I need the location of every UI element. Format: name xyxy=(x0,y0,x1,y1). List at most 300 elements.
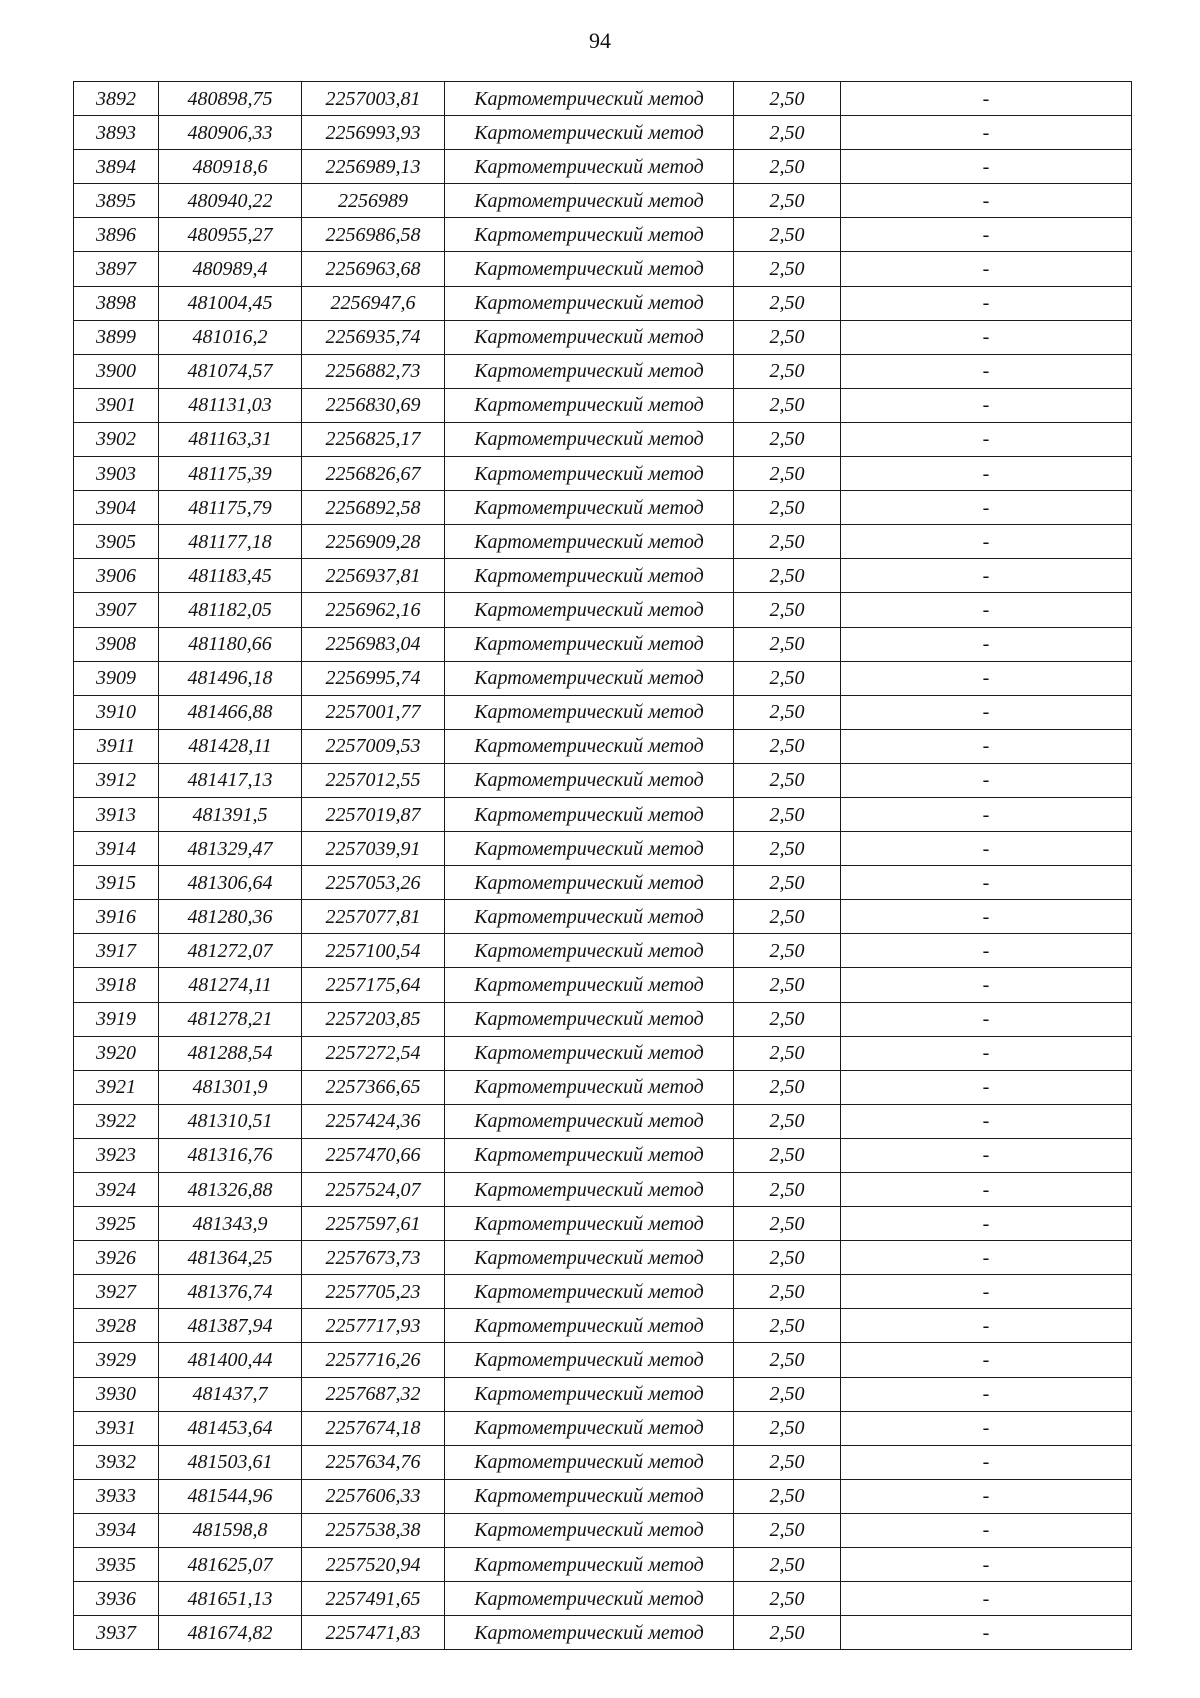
x-coordinate-cell: 480940,22 xyxy=(159,184,302,218)
accuracy-cell: 2,50 xyxy=(734,1002,841,1036)
point-number-cell: 3910 xyxy=(74,695,159,729)
note-cell: - xyxy=(841,1411,1132,1445)
x-coordinate-cell: 481391,5 xyxy=(159,797,302,831)
x-coordinate-cell: 481016,2 xyxy=(159,320,302,354)
y-coordinate-cell: 2257597,61 xyxy=(302,1207,445,1241)
note-cell: - xyxy=(841,1479,1132,1513)
table-row xyxy=(74,150,1132,184)
table-row xyxy=(74,525,1132,559)
accuracy-cell: 2,50 xyxy=(734,218,841,252)
method-cell: Картометрический метод xyxy=(445,1207,734,1241)
method-cell: Картометрический метод xyxy=(445,1309,734,1343)
point-number-cell: 3920 xyxy=(74,1036,159,1070)
y-coordinate-cell: 2256989 xyxy=(302,184,445,218)
method-cell: Картометрический метод xyxy=(445,218,734,252)
y-coordinate-cell: 2257424,36 xyxy=(302,1104,445,1138)
y-coordinate-cell: 2256993,93 xyxy=(302,116,445,150)
table-row xyxy=(74,729,1132,763)
accuracy-cell: 2,50 xyxy=(734,559,841,593)
y-coordinate-cell: 2257003,81 xyxy=(302,82,445,116)
point-number-cell: 3930 xyxy=(74,1377,159,1411)
point-number-cell: 3923 xyxy=(74,1138,159,1172)
x-coordinate-cell: 481074,57 xyxy=(159,354,302,388)
x-coordinate-cell: 481326,88 xyxy=(159,1173,302,1207)
x-coordinate-cell: 481598,8 xyxy=(159,1513,302,1547)
table-row xyxy=(74,866,1132,900)
point-number-cell: 3913 xyxy=(74,797,159,831)
method-cell: Картометрический метод xyxy=(445,934,734,968)
method-cell: Картометрический метод xyxy=(445,184,734,218)
note-cell: - xyxy=(841,184,1132,218)
x-coordinate-cell: 481310,51 xyxy=(159,1104,302,1138)
method-cell: Картометрический метод xyxy=(445,900,734,934)
accuracy-cell: 2,50 xyxy=(734,320,841,354)
method-cell: Картометрический метод xyxy=(445,1513,734,1547)
point-number-cell: 3935 xyxy=(74,1548,159,1582)
x-coordinate-cell: 481131,03 xyxy=(159,388,302,422)
accuracy-cell: 2,50 xyxy=(734,1036,841,1070)
method-cell: Картометрический метод xyxy=(445,1070,734,1104)
point-number-cell: 3914 xyxy=(74,832,159,866)
point-number-cell: 3903 xyxy=(74,457,159,491)
point-number-cell: 3936 xyxy=(74,1582,159,1616)
point-number-cell: 3907 xyxy=(74,593,159,627)
method-cell: Картометрический метод xyxy=(445,729,734,763)
y-coordinate-cell: 2256830,69 xyxy=(302,388,445,422)
x-coordinate-cell: 481428,11 xyxy=(159,729,302,763)
method-cell: Картометрический метод xyxy=(445,1104,734,1138)
note-cell: - xyxy=(841,934,1132,968)
point-number-cell: 3897 xyxy=(74,252,159,286)
y-coordinate-cell: 2257538,38 xyxy=(302,1513,445,1547)
y-coordinate-cell: 2257471,83 xyxy=(302,1616,445,1650)
x-coordinate-cell: 481182,05 xyxy=(159,593,302,627)
x-coordinate-cell: 481163,31 xyxy=(159,422,302,456)
y-coordinate-cell: 2256909,28 xyxy=(302,525,445,559)
point-number-cell: 3916 xyxy=(74,900,159,934)
method-cell: Картометрический метод xyxy=(445,593,734,627)
table-row xyxy=(74,218,1132,252)
note-cell: - xyxy=(841,422,1132,456)
table-row xyxy=(74,1036,1132,1070)
x-coordinate-cell: 481272,07 xyxy=(159,934,302,968)
accuracy-cell: 2,50 xyxy=(734,457,841,491)
note-cell: - xyxy=(841,1207,1132,1241)
y-coordinate-cell: 2257687,32 xyxy=(302,1377,445,1411)
x-coordinate-cell: 481466,88 xyxy=(159,695,302,729)
x-coordinate-cell: 481183,45 xyxy=(159,559,302,593)
method-cell: Картометрический метод xyxy=(445,320,734,354)
note-cell: - xyxy=(841,627,1132,661)
accuracy-cell: 2,50 xyxy=(734,593,841,627)
note-cell: - xyxy=(841,388,1132,422)
x-coordinate-cell: 481306,64 xyxy=(159,866,302,900)
table-row xyxy=(74,1582,1132,1616)
point-number-cell: 3899 xyxy=(74,320,159,354)
y-coordinate-cell: 2257203,85 xyxy=(302,1002,445,1036)
y-coordinate-cell: 2256989,13 xyxy=(302,150,445,184)
x-coordinate-cell: 480989,4 xyxy=(159,252,302,286)
table-row xyxy=(74,491,1132,525)
accuracy-cell: 2,50 xyxy=(734,1070,841,1104)
table-row xyxy=(74,82,1132,116)
table-row xyxy=(74,695,1132,729)
x-coordinate-cell: 481417,13 xyxy=(159,763,302,797)
table-row xyxy=(74,968,1132,1002)
x-coordinate-cell: 481503,61 xyxy=(159,1445,302,1479)
note-cell: - xyxy=(841,1241,1132,1275)
table-row xyxy=(74,1616,1132,1650)
note-cell: - xyxy=(841,1104,1132,1138)
y-coordinate-cell: 2256962,16 xyxy=(302,593,445,627)
accuracy-cell: 2,50 xyxy=(734,661,841,695)
method-cell: Картометрический метод xyxy=(445,763,734,797)
y-coordinate-cell: 2257012,55 xyxy=(302,763,445,797)
accuracy-cell: 2,50 xyxy=(734,150,841,184)
x-coordinate-cell: 480918,6 xyxy=(159,150,302,184)
x-coordinate-cell: 481280,36 xyxy=(159,900,302,934)
x-coordinate-cell: 481278,21 xyxy=(159,1002,302,1036)
accuracy-cell: 2,50 xyxy=(734,388,841,422)
note-cell: - xyxy=(841,1002,1132,1036)
table-row xyxy=(74,934,1132,968)
y-coordinate-cell: 2257520,94 xyxy=(302,1548,445,1582)
method-cell: Картометрический метод xyxy=(445,1241,734,1275)
method-cell: Картометрический метод xyxy=(445,1548,734,1582)
method-cell: Картометрический метод xyxy=(445,82,734,116)
point-number-cell: 3896 xyxy=(74,218,159,252)
point-number-cell: 3904 xyxy=(74,491,159,525)
note-cell: - xyxy=(841,354,1132,388)
accuracy-cell: 2,50 xyxy=(734,627,841,661)
table-row xyxy=(74,559,1132,593)
method-cell: Картометрический метод xyxy=(445,1377,734,1411)
accuracy-cell: 2,50 xyxy=(734,695,841,729)
x-coordinate-cell: 481175,39 xyxy=(159,457,302,491)
point-number-cell: 3934 xyxy=(74,1513,159,1547)
y-coordinate-cell: 2257053,26 xyxy=(302,866,445,900)
x-coordinate-cell: 481180,66 xyxy=(159,627,302,661)
note-cell: - xyxy=(841,1309,1132,1343)
table-row xyxy=(74,422,1132,456)
note-cell: - xyxy=(841,797,1132,831)
method-cell: Картометрический метод xyxy=(445,252,734,286)
x-coordinate-cell: 481175,79 xyxy=(159,491,302,525)
method-cell: Картометрический метод xyxy=(445,866,734,900)
method-cell: Картометрический метод xyxy=(445,797,734,831)
accuracy-cell: 2,50 xyxy=(734,491,841,525)
method-cell: Картометрический метод xyxy=(445,1138,734,1172)
coordinates-table xyxy=(73,81,1132,1650)
table-row xyxy=(74,184,1132,218)
point-number-cell: 3937 xyxy=(74,1616,159,1650)
table-row xyxy=(74,1138,1132,1172)
table-row xyxy=(74,354,1132,388)
table-row xyxy=(74,1309,1132,1343)
table-row xyxy=(74,797,1132,831)
table-row xyxy=(74,661,1132,695)
y-coordinate-cell: 2256983,04 xyxy=(302,627,445,661)
accuracy-cell: 2,50 xyxy=(734,82,841,116)
table-row xyxy=(74,320,1132,354)
accuracy-cell: 2,50 xyxy=(734,832,841,866)
note-cell: - xyxy=(841,729,1132,763)
y-coordinate-cell: 2256825,17 xyxy=(302,422,445,456)
note-cell: - xyxy=(841,1377,1132,1411)
note-cell: - xyxy=(841,1513,1132,1547)
y-coordinate-cell: 2257717,93 xyxy=(302,1309,445,1343)
table-row xyxy=(74,1173,1132,1207)
x-coordinate-cell: 481329,47 xyxy=(159,832,302,866)
note-cell: - xyxy=(841,1138,1132,1172)
note-cell: - xyxy=(841,1445,1132,1479)
point-number-cell: 3928 xyxy=(74,1309,159,1343)
accuracy-cell: 2,50 xyxy=(734,1207,841,1241)
method-cell: Картометрический метод xyxy=(445,661,734,695)
method-cell: Картометрический метод xyxy=(445,388,734,422)
method-cell: Картометрический метод xyxy=(445,354,734,388)
accuracy-cell: 2,50 xyxy=(734,934,841,968)
point-number-cell: 3908 xyxy=(74,627,159,661)
table-row xyxy=(74,457,1132,491)
y-coordinate-cell: 2257705,23 xyxy=(302,1275,445,1309)
table-row xyxy=(74,900,1132,934)
table-row xyxy=(74,1104,1132,1138)
y-coordinate-cell: 2257634,76 xyxy=(302,1445,445,1479)
accuracy-cell: 2,50 xyxy=(734,1104,841,1138)
method-cell: Картометрический метод xyxy=(445,695,734,729)
accuracy-cell: 2,50 xyxy=(734,1377,841,1411)
note-cell: - xyxy=(841,832,1132,866)
x-coordinate-cell: 481177,18 xyxy=(159,525,302,559)
accuracy-cell: 2,50 xyxy=(734,1343,841,1377)
accuracy-cell: 2,50 xyxy=(734,866,841,900)
y-coordinate-cell: 2257019,87 xyxy=(302,797,445,831)
accuracy-cell: 2,50 xyxy=(734,763,841,797)
method-cell: Картометрический метод xyxy=(445,1445,734,1479)
method-cell: Картометрический метод xyxy=(445,286,734,320)
table-row xyxy=(74,1445,1132,1479)
accuracy-cell: 2,50 xyxy=(734,968,841,1002)
accuracy-cell: 2,50 xyxy=(734,1275,841,1309)
point-number-cell: 3906 xyxy=(74,559,159,593)
point-number-cell: 3892 xyxy=(74,82,159,116)
x-coordinate-cell: 481376,74 xyxy=(159,1275,302,1309)
point-number-cell: 3902 xyxy=(74,422,159,456)
point-number-cell: 3915 xyxy=(74,866,159,900)
method-cell: Картометрический метод xyxy=(445,1275,734,1309)
note-cell: - xyxy=(841,82,1132,116)
table-row xyxy=(74,1241,1132,1275)
x-coordinate-cell: 481387,94 xyxy=(159,1309,302,1343)
method-cell: Картометрический метод xyxy=(445,1582,734,1616)
table-row xyxy=(74,1002,1132,1036)
accuracy-cell: 2,50 xyxy=(734,1138,841,1172)
y-coordinate-cell: 2257716,26 xyxy=(302,1343,445,1377)
point-number-cell: 3925 xyxy=(74,1207,159,1241)
note-cell: - xyxy=(841,218,1132,252)
accuracy-cell: 2,50 xyxy=(734,252,841,286)
note-cell: - xyxy=(841,968,1132,1002)
method-cell: Картометрический метод xyxy=(445,491,734,525)
y-coordinate-cell: 2256826,67 xyxy=(302,457,445,491)
point-number-cell: 3895 xyxy=(74,184,159,218)
y-coordinate-cell: 2256937,81 xyxy=(302,559,445,593)
y-coordinate-cell: 2257175,64 xyxy=(302,968,445,1002)
y-coordinate-cell: 2257470,66 xyxy=(302,1138,445,1172)
y-coordinate-cell: 2257606,33 xyxy=(302,1479,445,1513)
table-row xyxy=(74,832,1132,866)
note-cell: - xyxy=(841,1173,1132,1207)
x-coordinate-cell: 481400,44 xyxy=(159,1343,302,1377)
page-number: 94 xyxy=(589,28,611,53)
point-number-cell: 3919 xyxy=(74,1002,159,1036)
method-cell: Картометрический метод xyxy=(445,422,734,456)
table-row xyxy=(74,1377,1132,1411)
accuracy-cell: 2,50 xyxy=(734,1513,841,1547)
accuracy-cell: 2,50 xyxy=(734,1309,841,1343)
accuracy-cell: 2,50 xyxy=(734,116,841,150)
point-number-cell: 3933 xyxy=(74,1479,159,1513)
note-cell: - xyxy=(841,559,1132,593)
x-coordinate-cell: 481301,9 xyxy=(159,1070,302,1104)
x-coordinate-cell: 480906,33 xyxy=(159,116,302,150)
x-coordinate-cell: 481674,82 xyxy=(159,1616,302,1650)
accuracy-cell: 2,50 xyxy=(734,1582,841,1616)
y-coordinate-cell: 2257673,73 xyxy=(302,1241,445,1275)
method-cell: Картометрический метод xyxy=(445,1002,734,1036)
accuracy-cell: 2,50 xyxy=(734,729,841,763)
x-coordinate-cell: 481625,07 xyxy=(159,1548,302,1582)
y-coordinate-cell: 2257077,81 xyxy=(302,900,445,934)
point-number-cell: 3926 xyxy=(74,1241,159,1275)
coordinates-table-body xyxy=(74,82,1132,1650)
note-cell: - xyxy=(841,1343,1132,1377)
note-cell: - xyxy=(841,1070,1132,1104)
method-cell: Картометрический метод xyxy=(445,627,734,661)
note-cell: - xyxy=(841,1548,1132,1582)
table-row xyxy=(74,286,1132,320)
x-coordinate-cell: 481496,18 xyxy=(159,661,302,695)
y-coordinate-cell: 2256882,73 xyxy=(302,354,445,388)
accuracy-cell: 2,50 xyxy=(734,1445,841,1479)
y-coordinate-cell: 2257674,18 xyxy=(302,1411,445,1445)
y-coordinate-cell: 2256947,6 xyxy=(302,286,445,320)
y-coordinate-cell: 2257491,65 xyxy=(302,1582,445,1616)
method-cell: Картометрический метод xyxy=(445,1479,734,1513)
y-coordinate-cell: 2256986,58 xyxy=(302,218,445,252)
note-cell: - xyxy=(841,866,1132,900)
method-cell: Картометрический метод xyxy=(445,525,734,559)
method-cell: Картометрический метод xyxy=(445,150,734,184)
note-cell: - xyxy=(841,900,1132,934)
y-coordinate-cell: 2257524,07 xyxy=(302,1173,445,1207)
point-number-cell: 3894 xyxy=(74,150,159,184)
note-cell: - xyxy=(841,763,1132,797)
table-row xyxy=(74,763,1132,797)
x-coordinate-cell: 481343,9 xyxy=(159,1207,302,1241)
note-cell: - xyxy=(841,491,1132,525)
point-number-cell: 3900 xyxy=(74,354,159,388)
method-cell: Картометрический метод xyxy=(445,559,734,593)
accuracy-cell: 2,50 xyxy=(734,1548,841,1582)
method-cell: Картометрический метод xyxy=(445,116,734,150)
note-cell: - xyxy=(841,1275,1132,1309)
method-cell: Картометрический метод xyxy=(445,1343,734,1377)
method-cell: Картометрический метод xyxy=(445,1616,734,1650)
y-coordinate-cell: 2257001,77 xyxy=(302,695,445,729)
table-row xyxy=(74,1411,1132,1445)
y-coordinate-cell: 2256892,58 xyxy=(302,491,445,525)
table-row xyxy=(74,252,1132,286)
point-number-cell: 3912 xyxy=(74,763,159,797)
point-number-cell: 3927 xyxy=(74,1275,159,1309)
x-coordinate-cell: 480955,27 xyxy=(159,218,302,252)
table-row xyxy=(74,1207,1132,1241)
table-row xyxy=(74,627,1132,661)
point-number-cell: 3918 xyxy=(74,968,159,1002)
accuracy-cell: 2,50 xyxy=(734,286,841,320)
x-coordinate-cell: 481437,7 xyxy=(159,1377,302,1411)
table-row xyxy=(74,1275,1132,1309)
point-number-cell: 3911 xyxy=(74,729,159,763)
point-number-cell: 3932 xyxy=(74,1445,159,1479)
x-coordinate-cell: 481316,76 xyxy=(159,1138,302,1172)
method-cell: Картометрический метод xyxy=(445,1411,734,1445)
method-cell: Картометрический метод xyxy=(445,457,734,491)
y-coordinate-cell: 2256963,68 xyxy=(302,252,445,286)
accuracy-cell: 2,50 xyxy=(734,525,841,559)
table-row xyxy=(74,1070,1132,1104)
accuracy-cell: 2,50 xyxy=(734,1411,841,1445)
note-cell: - xyxy=(841,457,1132,491)
accuracy-cell: 2,50 xyxy=(734,900,841,934)
point-number-cell: 3901 xyxy=(74,388,159,422)
table-row xyxy=(74,116,1132,150)
method-cell: Картометрический метод xyxy=(445,1173,734,1207)
accuracy-cell: 2,50 xyxy=(734,1173,841,1207)
point-number-cell: 3909 xyxy=(74,661,159,695)
x-coordinate-cell: 481364,25 xyxy=(159,1241,302,1275)
x-coordinate-cell: 481651,13 xyxy=(159,1582,302,1616)
y-coordinate-cell: 2257009,53 xyxy=(302,729,445,763)
accuracy-cell: 2,50 xyxy=(734,1479,841,1513)
x-coordinate-cell: 480898,75 xyxy=(159,82,302,116)
note-cell: - xyxy=(841,1036,1132,1070)
table-row xyxy=(74,1479,1132,1513)
x-coordinate-cell: 481453,64 xyxy=(159,1411,302,1445)
accuracy-cell: 2,50 xyxy=(734,797,841,831)
accuracy-cell: 2,50 xyxy=(734,184,841,218)
accuracy-cell: 2,50 xyxy=(734,422,841,456)
y-coordinate-cell: 2256935,74 xyxy=(302,320,445,354)
point-number-cell: 3905 xyxy=(74,525,159,559)
y-coordinate-cell: 2257272,54 xyxy=(302,1036,445,1070)
note-cell: - xyxy=(841,661,1132,695)
accuracy-cell: 2,50 xyxy=(734,1241,841,1275)
x-coordinate-cell: 481288,54 xyxy=(159,1036,302,1070)
y-coordinate-cell: 2257039,91 xyxy=(302,832,445,866)
point-number-cell: 3893 xyxy=(74,116,159,150)
table-row xyxy=(74,593,1132,627)
note-cell: - xyxy=(841,320,1132,354)
note-cell: - xyxy=(841,1616,1132,1650)
table-row xyxy=(74,388,1132,422)
point-number-cell: 3898 xyxy=(74,286,159,320)
x-coordinate-cell: 481274,11 xyxy=(159,968,302,1002)
point-number-cell: 3917 xyxy=(74,934,159,968)
accuracy-cell: 2,50 xyxy=(734,354,841,388)
